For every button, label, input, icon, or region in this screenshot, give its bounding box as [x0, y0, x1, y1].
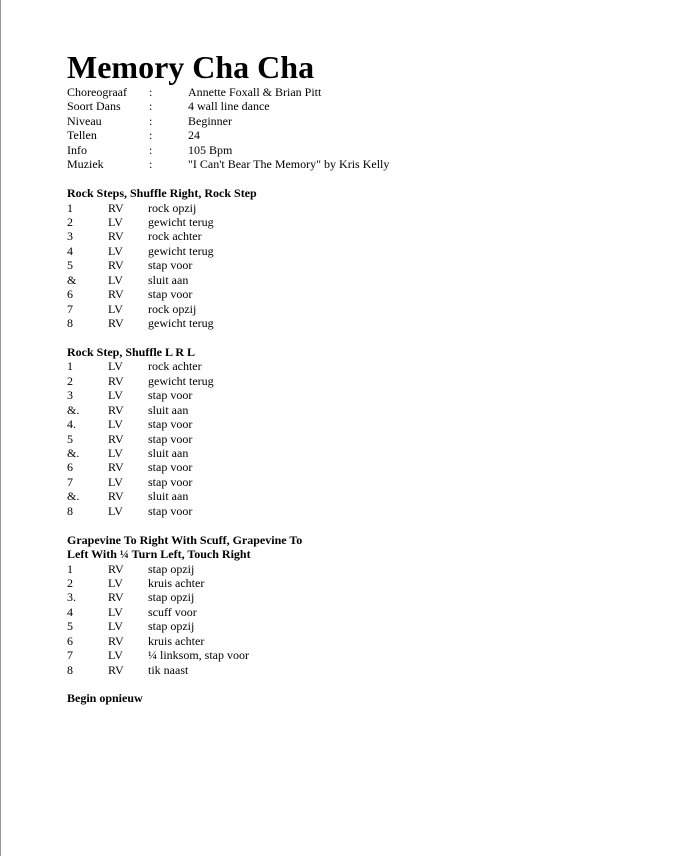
step-row [67, 605, 667, 619]
step-count: &. [67, 489, 80, 504]
step-foot: LV [108, 648, 123, 663]
step-description: stap voor [148, 474, 193, 489]
step-foot: RV [108, 316, 124, 331]
step-row [67, 258, 667, 272]
step-foot: RV [108, 200, 124, 215]
info-row [67, 114, 667, 128]
step-foot: RV [108, 460, 124, 475]
info-row [67, 128, 667, 142]
step-row [67, 446, 667, 460]
section-heading: Grapevine To Right With Scuff, Grapevine To [67, 532, 303, 547]
step-foot: RV [108, 662, 124, 677]
info-key: Info [67, 142, 87, 157]
step-row [67, 489, 667, 503]
step-description: rock achter [148, 359, 202, 374]
step-row [67, 215, 667, 229]
step-row [67, 619, 667, 633]
step-count: 7 [67, 474, 73, 489]
info-value: Annette Foxall & Brian Pitt [188, 85, 322, 99]
step-foot: LV [108, 243, 123, 258]
info-row [67, 157, 667, 171]
step-count: 3 [67, 229, 73, 244]
info-row [67, 85, 667, 99]
step-count: 7 [67, 301, 73, 316]
step-row [67, 475, 667, 489]
step-row [67, 648, 667, 662]
info-key: Niveau [67, 113, 102, 128]
step-row [67, 432, 667, 446]
step-description: gewicht terug [148, 214, 214, 229]
step-row [67, 562, 667, 576]
step-description: stap opzij [148, 590, 195, 605]
step-row [67, 359, 667, 373]
step-row [67, 634, 667, 648]
info-separator: : [149, 128, 153, 143]
info-key: Choreograaf [67, 85, 127, 99]
section-heading: Rock Steps, Shuffle Right, Rock Step [67, 186, 257, 201]
step-count: 8 [67, 662, 73, 677]
step-foot: RV [108, 431, 124, 446]
step-count: 6 [67, 287, 73, 302]
step-description: gewicht terug [148, 243, 214, 258]
step-description: rock opzij [148, 301, 197, 316]
step-count: 2 [67, 373, 73, 388]
info-separator: : [149, 157, 153, 172]
step-foot: LV [108, 417, 123, 432]
step-row [67, 504, 667, 518]
info-value: 105 Bpm [188, 142, 233, 157]
step-foot: LV [108, 388, 123, 403]
info-key: Soort Dans [67, 99, 121, 114]
step-description: kruis achter [148, 633, 205, 648]
spacer [67, 518, 667, 532]
step-row [67, 374, 667, 388]
step-row [67, 576, 667, 590]
step-count: 5 [67, 619, 73, 634]
step-count: 2 [67, 214, 73, 229]
step-description: stap voor [148, 460, 193, 475]
step-description: tik naast [148, 662, 189, 677]
step-row [67, 273, 667, 287]
step-count: 5 [67, 258, 73, 273]
step-description: sluit aan [148, 402, 189, 417]
step-sections [67, 172, 667, 677]
info-value: 4 wall line dance [188, 99, 270, 114]
document-page [67, 50, 667, 706]
step-foot: RV [108, 402, 124, 417]
info-separator: : [149, 85, 153, 99]
step-foot: RV [108, 229, 124, 244]
info-separator: : [149, 113, 153, 128]
step-foot: RV [108, 287, 124, 302]
step-count: 1 [67, 200, 73, 215]
step-description: stap voor [148, 287, 193, 302]
step-row [67, 663, 667, 677]
step-count: 3 [67, 388, 73, 403]
step-row [67, 388, 667, 402]
step-foot: LV [108, 619, 123, 634]
step-row [67, 302, 667, 316]
step-description: gewicht terug [148, 373, 214, 388]
step-count: 6 [67, 633, 73, 648]
info-value: Beginner [188, 113, 232, 128]
step-count: 6 [67, 460, 73, 475]
step-foot: RV [108, 633, 124, 648]
step-foot: LV [108, 301, 123, 316]
step-foot: LV [108, 503, 123, 518]
step-description: sluit aan [148, 489, 189, 504]
step-foot: LV [108, 445, 123, 460]
info-value: 24 [188, 128, 200, 143]
step-foot: RV [108, 373, 124, 388]
step-description: stap voor [148, 503, 193, 518]
step-description: rock achter [148, 229, 202, 244]
info-value: "I Can't Bear The Memory" by Kris Kelly [188, 157, 390, 172]
step-count: 2 [67, 575, 73, 590]
step-row [67, 287, 667, 301]
info-key: Muziek [67, 157, 104, 172]
footer-note: Begin opnieuw [67, 691, 143, 706]
step-foot: LV [108, 604, 123, 619]
step-row [67, 417, 667, 431]
step-foot: RV [108, 590, 124, 605]
step-count: 4 [67, 604, 73, 619]
step-foot: LV [108, 575, 123, 590]
step-count: 1 [67, 561, 73, 576]
step-row [67, 403, 667, 417]
step-row [67, 316, 667, 330]
step-foot: LV [108, 214, 123, 229]
step-foot: RV [108, 489, 124, 504]
step-count: 8 [67, 503, 73, 518]
step-foot: RV [108, 561, 124, 576]
info-row [67, 99, 667, 113]
info-separator: : [149, 142, 153, 157]
step-row [67, 201, 667, 215]
step-count: &. [67, 445, 80, 460]
step-count: 7 [67, 648, 73, 663]
step-description: scuff voor [148, 604, 197, 619]
step-count: &. [67, 402, 80, 417]
step-count: 5 [67, 431, 73, 446]
step-foot: RV [108, 258, 124, 273]
step-description: stap voor [148, 258, 193, 273]
step-description: stap voor [148, 417, 193, 432]
step-row [67, 229, 667, 243]
info-separator: : [149, 99, 153, 114]
section-heading: Left With ¼ Turn Left, Touch Right [67, 547, 251, 562]
step-description: ¼ linksom, stap voor [148, 648, 249, 663]
step-description: sluit aan [148, 272, 189, 287]
step-count: 3. [67, 590, 76, 605]
step-foot: LV [108, 474, 123, 489]
step-count: & [67, 272, 77, 287]
step-description: stap opzij [148, 561, 195, 576]
step-description: rock opzij [148, 200, 197, 215]
step-row [67, 590, 667, 604]
page-title: Memory Cha Cha [67, 49, 315, 85]
step-foot: LV [108, 359, 123, 374]
spacer [67, 172, 667, 186]
step-description: stap opzij [148, 619, 195, 634]
step-count: 8 [67, 316, 73, 331]
step-count: 4. [67, 417, 76, 432]
step-description: stap voor [148, 388, 193, 403]
step-description: kruis achter [148, 575, 205, 590]
section-heading: Rock Step, Shuffle L R L [67, 344, 196, 359]
step-description: stap voor [148, 431, 193, 446]
dance-info-table [67, 85, 667, 172]
step-count: 1 [67, 359, 73, 374]
step-row [67, 460, 667, 474]
step-count: 4 [67, 243, 73, 258]
step-description: gewicht terug [148, 316, 214, 331]
info-row [67, 143, 667, 157]
step-row [67, 244, 667, 258]
info-key: Tellen [67, 128, 97, 143]
step-description: sluit aan [148, 445, 189, 460]
spacer [67, 330, 667, 344]
step-foot: LV [108, 272, 123, 287]
